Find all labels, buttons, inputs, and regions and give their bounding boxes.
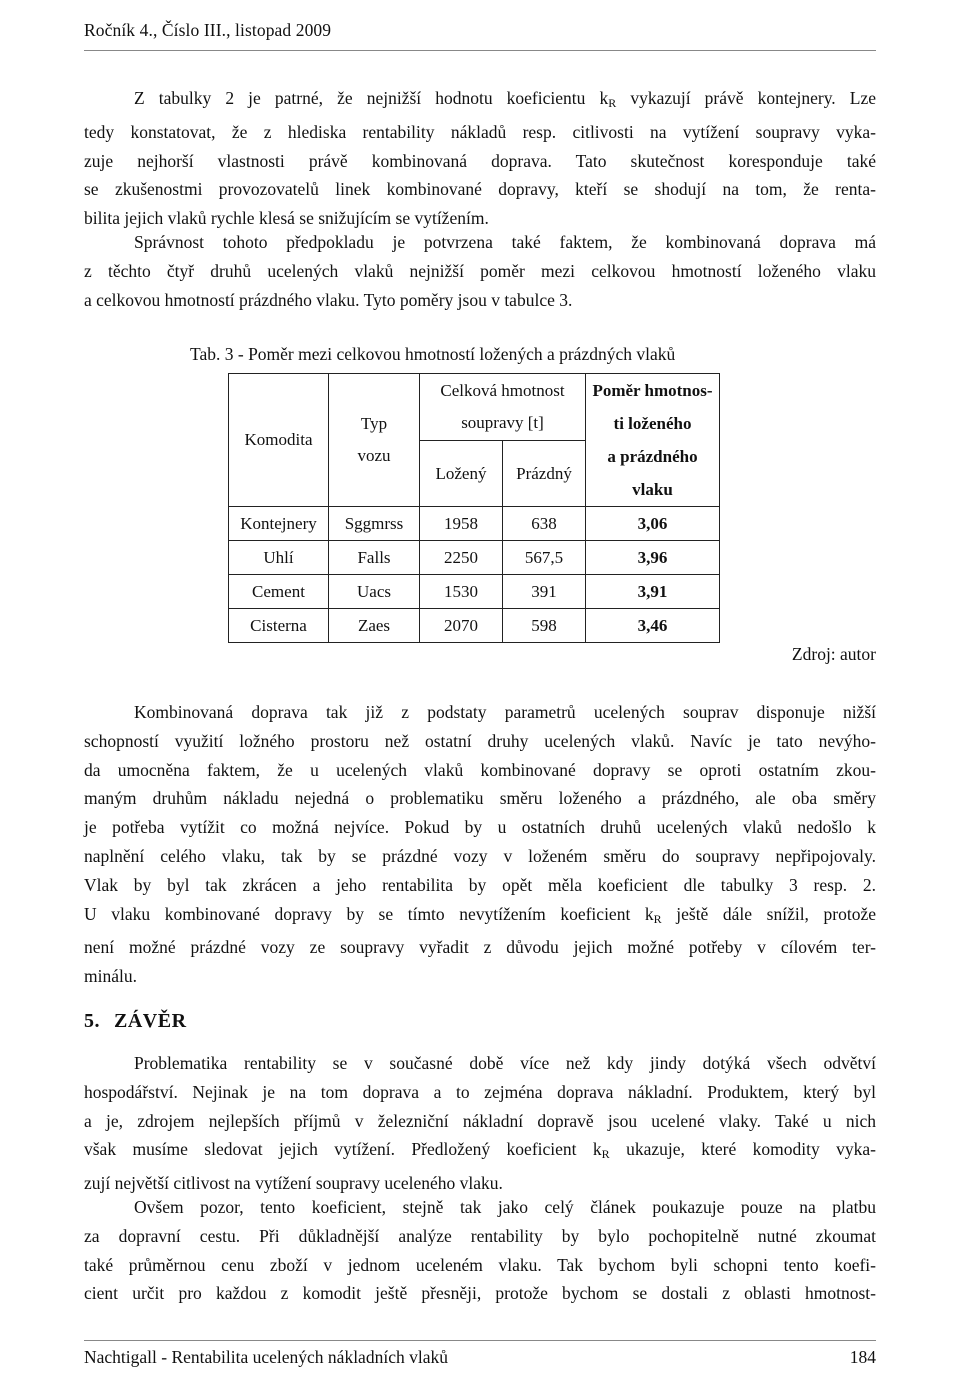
text-line: a je, zdrojem nejlepších příjmů v železniční nákladní dopravě jsou ucelené vlaky. Také u nich	[84, 1110, 876, 1131]
text-line: zují největší citlivost na vytížení soupravy uceleného vlaku.	[84, 1173, 503, 1194]
ratio-table	[228, 373, 720, 643]
paragraph-4	[84, 1049, 876, 1198]
cell-prazdny: 638	[503, 507, 586, 541]
text-line: Kombinovaná doprava tak již z podstaty parametrů ucelených souprav disponuje nižší	[134, 702, 876, 722]
table-row	[229, 507, 720, 541]
cell-pomer: 3,46	[586, 609, 720, 643]
text-line: U vlaku kombinované dopravy by se tímto nevytížením koeficient $k_R$ ještě dále snížil, protože	[84, 903, 876, 926]
text-line: není možné prázdné vozy ze soupravy vyřadit z důvodu jejich možné potřeby v cílovém ter-	[84, 937, 876, 958]
text-line: hospodářství. Nejinak je na tom doprava a to zejména doprava nákladní. Produktem, který byl	[84, 1081, 876, 1102]
text-line: tedy konstatovat, že z hlediska rentability nákladů resp. citlivosti na vytížení soupravy vyka-	[84, 121, 876, 142]
section-number: 5.	[84, 1010, 100, 1032]
cell-prazdny: 391	[503, 575, 586, 609]
table-row	[229, 609, 720, 643]
header-celkova-line1: Celková hmotnost	[440, 381, 565, 400]
cell-komodita: Kontejnery	[229, 507, 329, 541]
table-source: Zdroj: autor	[791, 644, 876, 664]
text-line: da umocněna faktem, že u ucelených vlaků kombinované dopravy se oproti ostatním zkou-	[84, 759, 876, 780]
text-line: Problematika rentability se v současné době více než kdy jindy dotýká všech odvětví	[134, 1053, 876, 1073]
header-pomer-line4: vlaku	[632, 480, 673, 499]
text-line: schopností využití ložného prostoru než ostatní druhy ucelených vlaků. Navíc je tato nevýho-	[84, 730, 876, 751]
header-typ	[329, 374, 420, 507]
header-celkova-line2: soupravy [t]	[461, 413, 544, 432]
text-line: je potřeba vytížit co možná nejvíce. Pokud by u ostatních druhů ucelených vlaků nedošlo k	[84, 817, 876, 838]
cell-lozeny: 2250	[420, 541, 503, 575]
text-line: z těchto čtyř druhů ucelených vlaků nejnižší poměr mezi celkovou hmotností loženého vlaku	[84, 260, 876, 281]
cell-prazdny: 598	[503, 609, 586, 643]
text-line: cient určit pro každou z komodit ještě přesněji, protože bychom se dostali z oblasti hmotnost-	[84, 1283, 876, 1304]
text-line: zuje nejhorší vlastnosti právě kombinovaná doprava. Tato skutečnost koresponduje také	[84, 150, 876, 171]
text-line: se zkušenostmi provozovatelů linek kombinované dopravy, kteří se shodují na tom, že renta-	[84, 179, 876, 200]
header-typ-line1: Typ	[360, 414, 388, 433]
section-title-text: ZÁVĚR	[114, 1010, 187, 1032]
cell-typ: Zaes	[329, 609, 420, 643]
table-row	[229, 541, 720, 575]
text-line: Vlak by byl tak zkrácen a jeho rentabilita by opět měla koeficient dle tabulky 3 resp. 2.	[84, 874, 876, 895]
cell-komodita: Uhlí	[229, 541, 329, 575]
footer-rule	[84, 1340, 876, 1341]
section-heading	[84, 1010, 187, 1033]
text-line: a celkovou hmotností prázdného vlaku. Tyto poměry jsou v tabulce 3.	[84, 289, 573, 310]
text-line: za dopravní cestu. Při důkladnější analýze rentability by bylo pochopitelně nutné zkoumat	[84, 1225, 876, 1246]
header-pomer-line3: a prázdného	[607, 447, 698, 466]
header-pomer-line2: ti loženého	[613, 414, 692, 433]
text-line: maným druhům nákladu nejedná o problematiku směru loženého a prázdného, ale oba směry	[84, 788, 876, 809]
cell-lozeny: 1958	[420, 507, 503, 541]
cell-typ: Falls	[329, 541, 420, 575]
cell-lozeny: 2070	[420, 609, 503, 643]
header-lozeny: Ložený	[420, 441, 503, 507]
text-line: minálu.	[84, 966, 137, 987]
cell-typ: Uacs	[329, 575, 420, 609]
running-footer: Nachtigall - Rentabilita ucelených nákladních vlaků	[84, 1347, 448, 1367]
table-caption: Tab. 3 - Poměr mezi celkovou hmotností ložených a prázdných vlaků	[190, 344, 676, 364]
paragraph-2	[84, 228, 876, 314]
cell-komodita: Cement	[229, 575, 329, 609]
paragraph-1	[84, 84, 876, 233]
text-line: také průměrnou cenu zboží v jednom uceleném vlaku. Tak bychom byli schopni tento koefi-	[84, 1254, 876, 1275]
table-row	[229, 575, 720, 609]
paragraph-3	[84, 698, 876, 991]
header-rule	[84, 50, 876, 51]
text-line: Ovšem pozor, tento koeficient, stejně tak jako celý článek poukazuje pouze na platbu	[134, 1197, 876, 1217]
text-line: Správnost tohoto předpokladu je potvrzena také faktem, že kombinovaná doprava má	[134, 232, 876, 252]
header-komodita: Komodita	[229, 374, 329, 507]
header-prazdny: Prázdný	[503, 441, 586, 507]
header-celkova	[420, 374, 586, 441]
header-pomer	[586, 374, 720, 507]
paragraph-5	[84, 1193, 876, 1308]
cell-prazdny: 567,5	[503, 541, 586, 575]
cell-komodita: Cisterna	[229, 609, 329, 643]
header-typ-line2: vozu	[357, 446, 391, 465]
cell-typ: Sggmrss	[329, 507, 420, 541]
cell-pomer: 3,96	[586, 541, 720, 575]
cell-pomer: 3,91	[586, 575, 720, 609]
page-number: 184	[849, 1347, 876, 1367]
text-line: Z tabulky 2 je patrné, že nejnižší hodnotu koeficientu $k_R$ vykazují právě kontejnery. Lze	[134, 88, 876, 110]
header-pomer-line1: Poměr hmotnos-	[592, 381, 713, 400]
running-header: Ročník 4., Číslo III., listopad 2009	[84, 20, 332, 40]
text-line: naplnění celého vlaku, tak by se prázdné vozy v loženém směru do soupravy nepřipojovaly.	[84, 845, 876, 866]
text-line: však musíme sledovat jejich vytížení. Předložený koeficient $k_R$ ukazuje, které komodity vyka-	[84, 1139, 876, 1162]
cell-pomer: 3,06	[586, 507, 720, 541]
text-line: bilita jejich vlaků rychle klesá se snižujícím se vytížením.	[84, 208, 489, 229]
cell-lozeny: 1530	[420, 575, 503, 609]
